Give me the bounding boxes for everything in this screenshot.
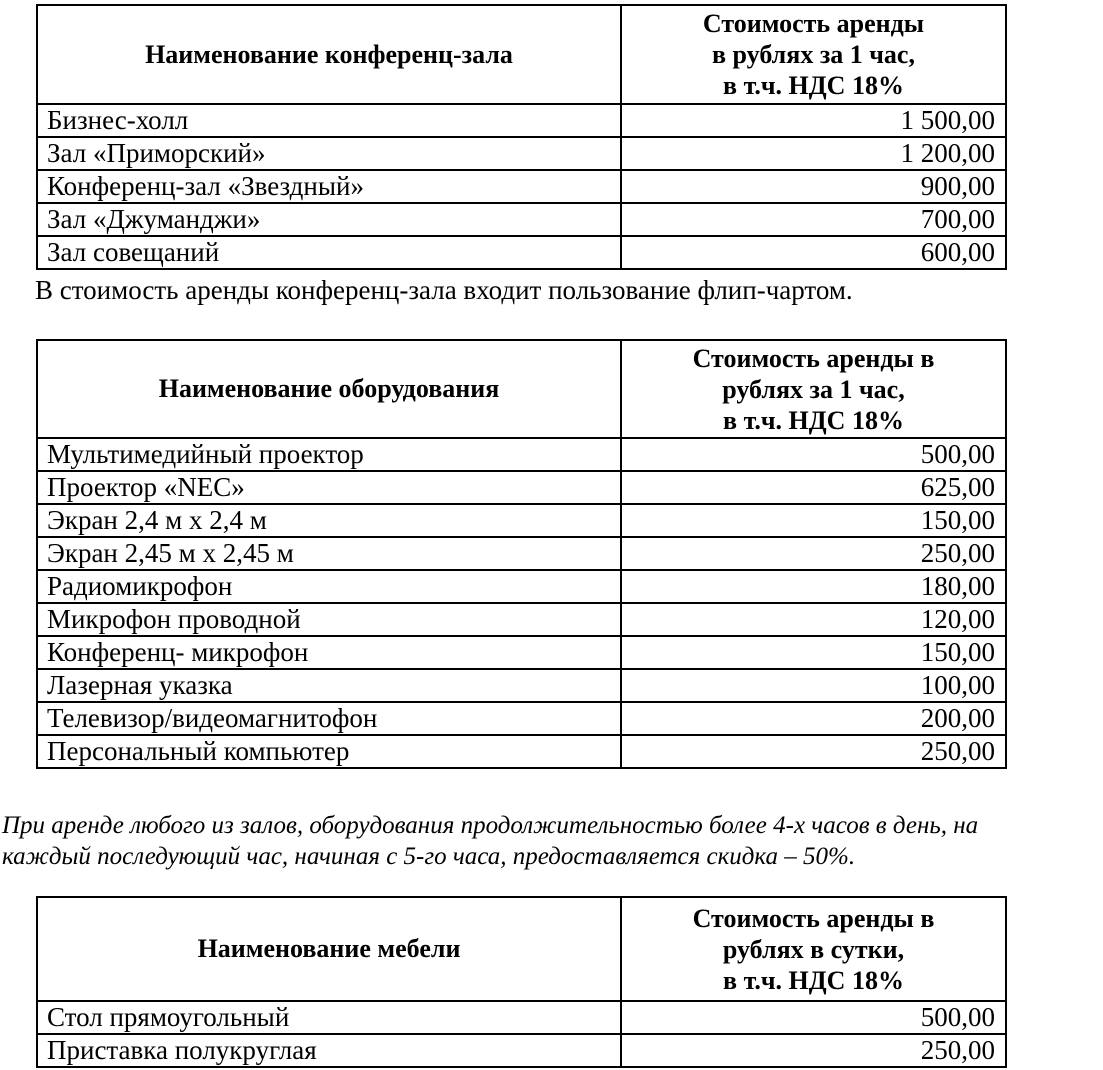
table-row	[37, 471, 1006, 504]
table-row	[37, 735, 1006, 768]
table-row	[37, 702, 1006, 735]
item-price-cell: 600,00	[621, 236, 1006, 269]
item-price-cell: 250,00	[621, 537, 1006, 570]
name-column-header: Наименование оборудования	[37, 340, 621, 438]
text-line: рублях за 1 час,	[722, 374, 905, 404]
table-row	[37, 504, 1006, 537]
price-column-header	[621, 897, 1006, 1001]
item-name-cell: Приставка полукруглая	[37, 1034, 621, 1067]
item-name-cell: Проектор «NEC»	[37, 471, 621, 504]
equipment-table	[36, 339, 1007, 769]
item-price-cell: 900,00	[621, 170, 1006, 203]
item-name-cell: Зал «Приморский»	[37, 137, 621, 170]
table-header-row	[37, 5, 1006, 104]
item-name-cell: Радиомикрофон	[37, 570, 621, 603]
table-header-row	[37, 897, 1006, 1001]
text-line: Стоимость аренды в	[692, 343, 935, 373]
item-price-cell: 625,00	[621, 471, 1006, 504]
item-price-cell: 200,00	[621, 702, 1006, 735]
item-price-cell: 250,00	[621, 1034, 1006, 1067]
furniture-table	[36, 896, 1007, 1068]
item-name-cell: Стол прямоугольный	[37, 1001, 621, 1034]
table-header-row	[37, 340, 1006, 438]
table-row	[37, 438, 1006, 471]
text-line: в т.ч. НДС 18%	[723, 965, 904, 995]
item-price-cell: 1 500,00	[621, 104, 1006, 137]
text-line: каждый последующий час, начиная с 5-го часа, предоставляется скидка – 50%.	[2, 843, 856, 870]
item-price-cell: 250,00	[621, 735, 1006, 768]
item-name-cell: Экран 2,4 м х 2,4 м	[37, 504, 621, 537]
item-price-cell: 100,00	[621, 669, 1006, 702]
price-header-lines	[623, 343, 1004, 436]
equipment-rows	[37, 438, 1006, 768]
item-price-cell: 500,00	[621, 1001, 1006, 1034]
table-row	[37, 1001, 1006, 1034]
table-row	[37, 104, 1006, 137]
name-column-header: Наименование конференц-зала	[37, 5, 621, 104]
discount-note	[2, 810, 1092, 872]
item-name-cell: Конференц-зал «Звездный»	[37, 170, 621, 203]
table-row	[37, 669, 1006, 702]
furniture-rows	[37, 1001, 1006, 1067]
price-header-lines	[623, 8, 1004, 101]
item-price-cell: 180,00	[621, 570, 1006, 603]
table-row	[37, 1034, 1006, 1067]
table-row	[37, 537, 1006, 570]
item-name-cell: Экран 2,45 м х 2,45 м	[37, 537, 621, 570]
item-price-cell: 500,00	[621, 438, 1006, 471]
table-row	[37, 203, 1006, 236]
text-line: в т.ч. НДС 18%	[723, 71, 904, 100]
conference-halls-table	[36, 4, 1007, 270]
table-row	[37, 137, 1006, 170]
name-column-header: Наименование мебели	[37, 897, 621, 1001]
item-name-cell: Зал «Джуманджи»	[37, 203, 621, 236]
item-price-cell: 120,00	[621, 603, 1006, 636]
flipchart-note: В стоимость аренды конференц-зала входит пользование флип-чартом.	[35, 275, 853, 305]
table-row	[37, 170, 1006, 203]
item-name-cell: Персональный компьютер	[37, 735, 621, 768]
conference-halls-rows	[37, 104, 1006, 269]
table-row	[37, 636, 1006, 669]
item-price-cell: 150,00	[621, 504, 1006, 537]
item-name-cell: Микрофон проводной	[37, 603, 621, 636]
text-line: Стоимость аренды в	[692, 903, 935, 933]
item-name-cell: Лазерная указка	[37, 669, 621, 702]
table-row	[37, 236, 1006, 269]
item-name-cell: Телевизор/видеомагнитофон	[37, 702, 621, 735]
item-price-cell: 700,00	[621, 203, 1006, 236]
price-column-header	[621, 340, 1006, 438]
text-line: рублях в сутки,	[722, 934, 905, 964]
item-price-cell: 150,00	[621, 636, 1006, 669]
text-line: При аренде любого из залов, оборудования продолжительностью более 4-х часов в день, на	[2, 812, 979, 839]
text-line: в т.ч. НДС 18%	[723, 405, 904, 435]
price-column-header	[621, 5, 1006, 104]
item-name-cell: Зал совещаний	[37, 236, 621, 269]
table-row	[37, 603, 1006, 636]
text-line: Стоимость аренды	[702, 9, 925, 38]
item-name-cell: Мультимедийный проектор	[37, 438, 621, 471]
table-row	[37, 570, 1006, 603]
text-line: в рублях за 1 час,	[712, 40, 915, 69]
price-header-lines	[623, 903, 1004, 996]
item-name-cell: Конференц- микрофон	[37, 636, 621, 669]
item-name-cell: Бизнес-холл	[37, 104, 621, 137]
item-price-cell: 1 200,00	[621, 137, 1006, 170]
